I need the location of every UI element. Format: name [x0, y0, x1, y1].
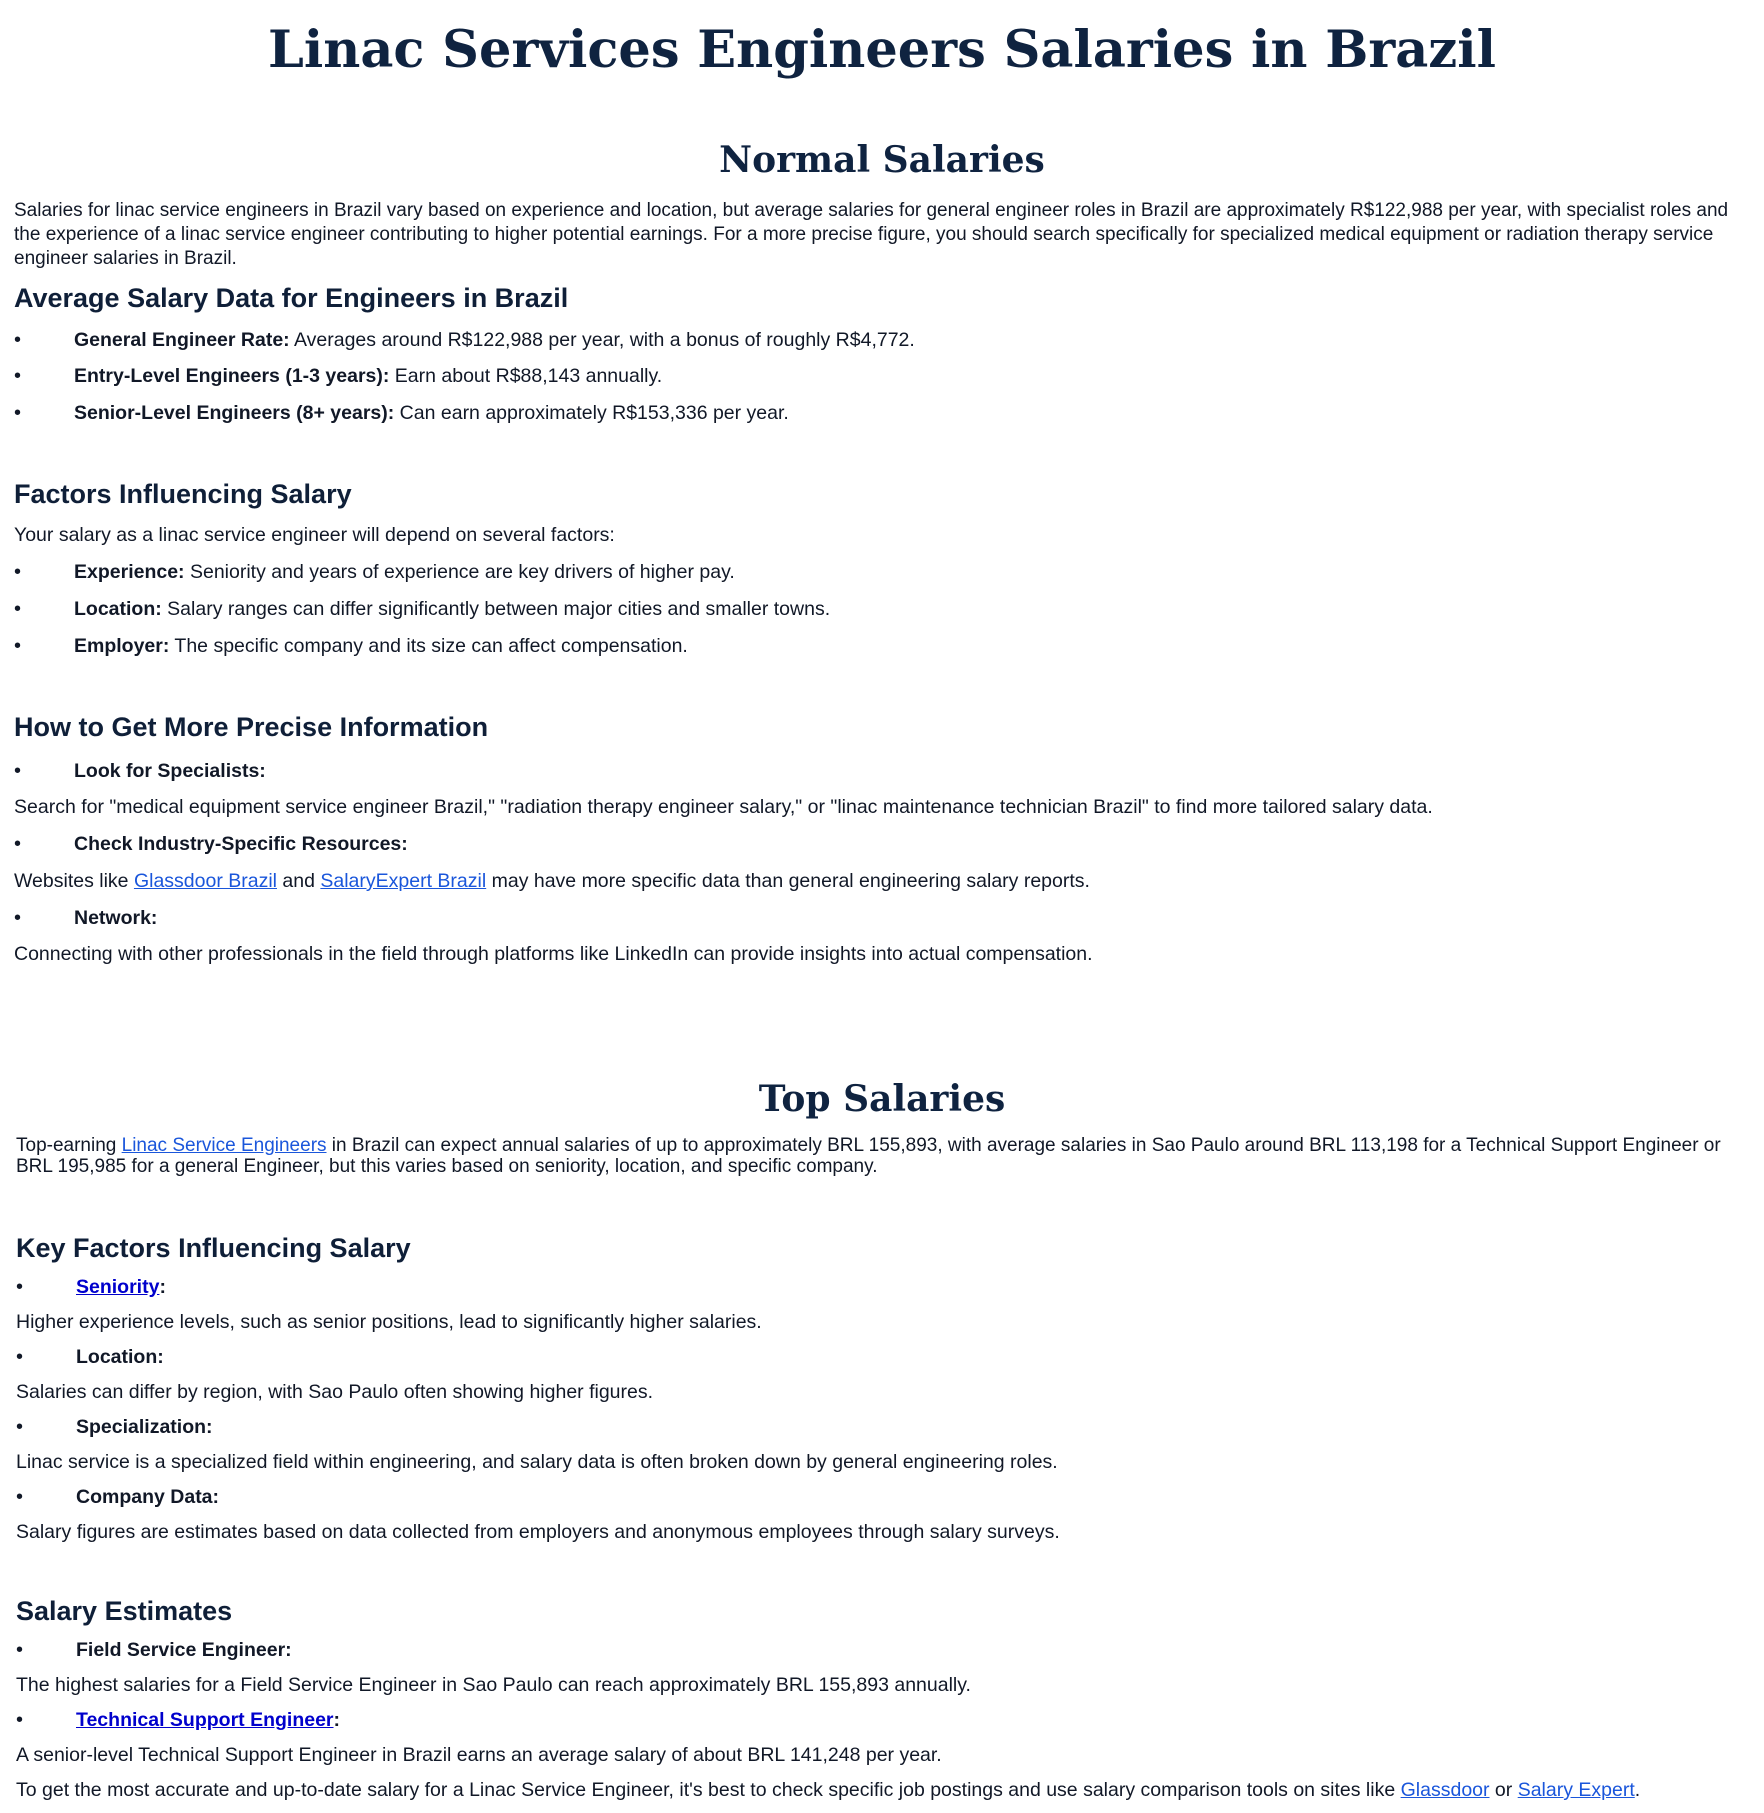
average-salary-heading: Average Salary Data for Engineers in Brazil: [14, 283, 569, 313]
text-segment: .: [1634, 1779, 1641, 1801]
bullet-icon: •: [16, 1346, 24, 1368]
bullet-icon: •: [16, 1486, 24, 1508]
normal-intro: Salaries for linac service engineers in Brazil vary based on experience and location, but average salaries for general engineer roles in Brazil are approximately R$122,988 per year, with specialist roles and the experience of a linac service engineer contributing to higher potential earnings. For a more precise figure, you should search specifically for specialized medical equipment or radiation therapy service engineer salaries in Brazil.: [14, 200, 1729, 269]
item-label: Senior-Level Engineers (8+ years):: [74, 402, 395, 424]
item-label: Check Industry-Specific Resources:: [74, 833, 408, 855]
glassdoor-link[interactable]: Glassdoor: [1400, 1779, 1490, 1801]
top-intro: [16, 1135, 1761, 1177]
specialists-text: Search for "medical equipment service engineer Brazil," "radiation therapy engineer salary," or "linac maintenance technician Brazil" to find more tailored salary data.: [14, 796, 1433, 818]
text-segment: may have more specific data than general engineering salary reports.: [486, 870, 1090, 892]
linac-service-engineers-link[interactable]: Linac Service Engineers: [121, 1135, 327, 1156]
company-data-text: Salary figures are estimates based on data collected from employers and anonymous employees through salary surveys.: [16, 1521, 1060, 1543]
text-segment: or: [1489, 1779, 1518, 1801]
item-label: Entry-Level Engineers (1-3 years):: [74, 365, 390, 387]
item-label: Location:: [76, 1346, 164, 1368]
bullet-icon: •: [14, 907, 22, 929]
item-text: Salary ranges can differ significantly between major cities and smaller towns.: [161, 598, 831, 620]
salary-estimates-heading: Salary Estimates: [16, 1596, 233, 1626]
bullet-icon: •: [14, 833, 22, 855]
technical-support-engineer-link[interactable]: Technical Support Engineer: [76, 1709, 334, 1731]
bullet-icon: •: [14, 635, 22, 657]
text-segment: To get the most accurate and up-to-date salary for a Linac Service Engineer, it's best to check specific job postings and use salary comparison tools on sites like: [16, 1779, 1401, 1801]
item-text: Seniority and years of experience are key drivers of higher pay.: [184, 561, 735, 583]
bullet-icon: •: [14, 561, 22, 583]
item-label: General Engineer Rate:: [74, 329, 290, 351]
bullet-icon: •: [16, 1709, 24, 1731]
seniority-link[interactable]: Seniority: [76, 1276, 160, 1298]
technical-support-text: A senior-level Technical Support Engineer in Brazil earns an average salary of about BRL 141,248 per year.: [16, 1744, 942, 1766]
field-service-text: The highest salaries for a Field Service Engineer in Sao Paulo can reach approximately BRL 155,893 annually.: [16, 1674, 971, 1696]
network-text: Connecting with other professionals in the field through platforms like LinkedIn can provide insights into actual compensation.: [14, 943, 1093, 965]
bullet-icon: •: [16, 1416, 24, 1438]
factors-heading: Factors Influencing Salary: [14, 479, 352, 509]
top-salaries-heading: Top Salaries: [758, 1078, 1006, 1120]
glassdoor-brazil-link[interactable]: Glassdoor Brazil: [133, 870, 277, 892]
item-label: Employer:: [74, 635, 170, 657]
item-label: Look for Specialists:: [74, 760, 266, 782]
bullet-icon: •: [14, 329, 22, 351]
item-label: Network:: [74, 907, 158, 929]
item-colon: :: [159, 1276, 166, 1298]
item-text: Earn about R$88,143 annually.: [389, 365, 663, 387]
item-label: Company Data:: [76, 1486, 220, 1508]
item-colon: :: [333, 1709, 341, 1731]
salary-expert-link[interactable]: Salary Expert: [1517, 1779, 1635, 1801]
final-advice-text: [16, 1778, 1640, 1802]
location-text: Salaries can differ by region, with Sao Paulo often showing higher figures.: [16, 1381, 654, 1403]
resources-text: [14, 869, 1090, 893]
bullet-icon: •: [14, 365, 22, 387]
seniority-text: Higher experience levels, such as senior positions, lead to significantly higher salaries.: [16, 1311, 762, 1333]
item-text: The specific company and its size can affect compensation.: [169, 635, 688, 657]
item-label: Location:: [74, 598, 162, 620]
specialization-text: Linac service is a specialized field within engineering, and salary data is often broken down by general engineering roles.: [16, 1451, 1058, 1473]
bullet-icon: •: [16, 1639, 24, 1661]
key-factors-heading: Key Factors Influencing Salary: [16, 1233, 411, 1263]
item-label: Specialization:: [76, 1416, 213, 1438]
precise-info-heading: How to Get More Precise Information: [14, 712, 489, 742]
salaryexpert-brazil-link[interactable]: SalaryExpert Brazil: [320, 870, 487, 892]
item-text: Can earn approximately R$153,336 per year.: [394, 402, 789, 424]
page-title: Linac Services Engineers Salaries in Brazil: [268, 20, 1496, 80]
bullet-icon: •: [14, 402, 22, 424]
text-segment: and: [277, 870, 321, 892]
item-label: Experience:: [74, 561, 185, 583]
item-label: Field Service Engineer:: [76, 1639, 292, 1661]
bullet-icon: •: [14, 760, 22, 782]
text-segment: Websites like: [14, 870, 134, 892]
text-segment: in Brazil can expect annual salaries of up to approximately BRL 155,893, with average salaries in Sao Paulo around BRL 113,198 for a Technical Support Engineer or BRL 195,985 for a general Engineer, but this varies based on seniority, location, and specific company.: [16, 1135, 1721, 1177]
bullet-icon: •: [14, 598, 22, 620]
bullet-icon: •: [16, 1276, 24, 1298]
factors-intro: Your salary as a linac service engineer will depend on several factors:: [14, 524, 615, 546]
normal-salaries-heading: Normal Salaries: [719, 139, 1045, 181]
text-segment: Top-earning: [16, 1135, 122, 1156]
item-text: Averages around R$122,988 per year, with a bonus of roughly R$4,772.: [289, 329, 915, 351]
